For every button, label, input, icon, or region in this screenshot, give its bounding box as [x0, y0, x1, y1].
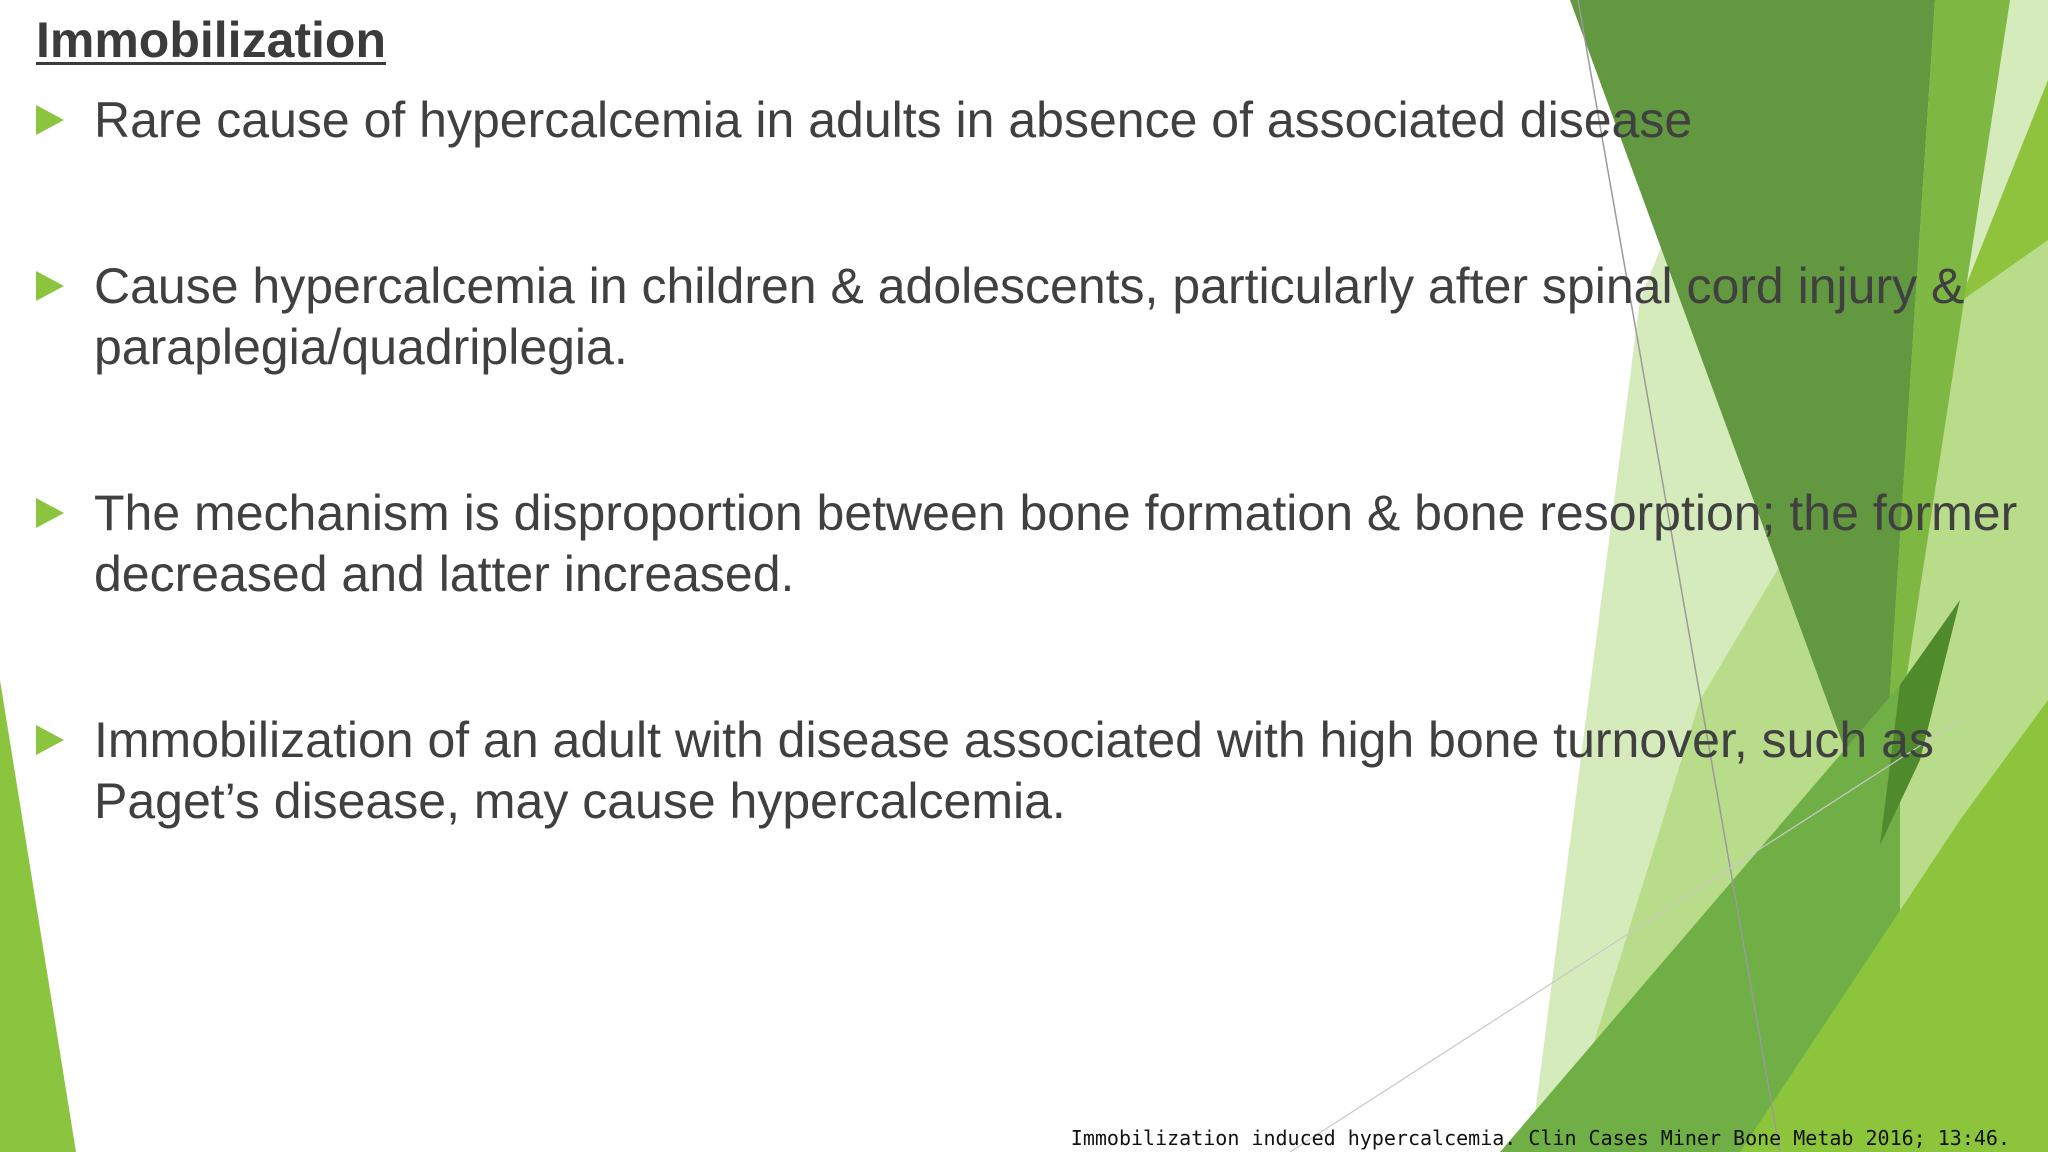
bullet-text: The mechanism is disproportion between bone formation & bone resorption; the former decreased and latter increased.: [94, 485, 2018, 602]
bullet-text: Cause hypercalcemia in children & adolescents, particularly after spinal cord injury & paraplegia/quadriplegia.: [94, 258, 1965, 375]
bullet-item: [36, 483, 2048, 605]
triangle-bullet-icon: [36, 710, 66, 770]
bullet-item: [36, 256, 2048, 378]
bullet-text: Immobilization of an adult with disease associated with high bone turnover, such as Paget’s disease, may cause hypercalcemia.: [94, 712, 1934, 829]
bullet-item: [36, 90, 2048, 151]
triangle-bullet-icon: [36, 256, 66, 316]
bullet-item: [36, 710, 2048, 832]
bullet-text: Rare cause of hypercalcemia in adults in absence of associated disease: [94, 92, 1693, 148]
triangle-bullet-icon: [36, 483, 66, 543]
slide-title: Immobilization: [36, 12, 386, 68]
citation: Immobilization induced hypercalcemia. Clin Cases Miner Bone Metab 2016; 13:46.: [1070, 1126, 2010, 1150]
triangle-bullet-icon: [36, 90, 66, 150]
